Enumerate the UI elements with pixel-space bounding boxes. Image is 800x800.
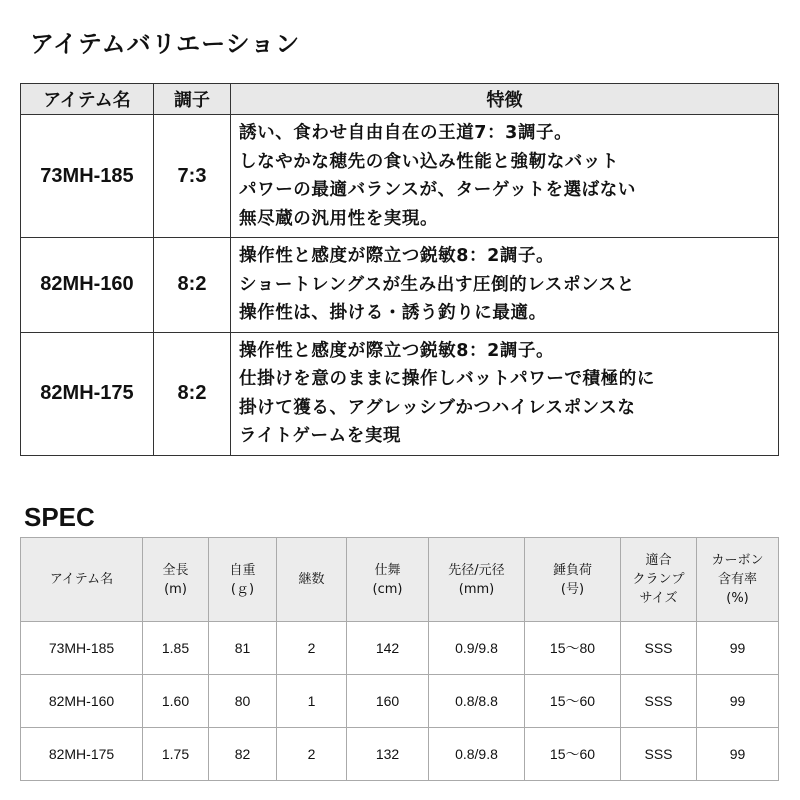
features-cell <box>231 115 779 238</box>
spec-cell: SSS <box>621 675 697 728</box>
spec-cell: 160 <box>347 675 429 728</box>
spec-cell: 2 <box>277 622 347 675</box>
item-name-cell: 82MH-175 <box>21 332 154 455</box>
spec-cell: 1.60 <box>143 675 209 728</box>
spec-cell: SSS <box>621 728 697 781</box>
header-tone: 調子 <box>154 84 231 115</box>
spec-cell: 82MH-160 <box>21 675 143 728</box>
header-features: 特徴 <box>231 84 779 115</box>
spec-header-row <box>21 538 779 622</box>
item-name-cell: 82MH-160 <box>21 238 154 333</box>
spec-cell: 0.8/8.8 <box>429 675 525 728</box>
spec-header-clamp-size: 適合 クランプ サイズ <box>621 538 697 622</box>
feature-line: 誘い、食わせ自由自在の王道7：3調子。 <box>239 123 573 143</box>
feature-line: 掛けて獲る、アグレッシブかつハイレスポンスな <box>239 397 636 418</box>
spec-cell: 99 <box>697 622 779 675</box>
spec-cell: 142 <box>347 622 429 675</box>
feature-line: パワーの最適バランスが、ターゲットを選ばない <box>239 180 636 200</box>
spec-header-sinker-load: 錘負荷 (号) <box>525 538 621 622</box>
spec-cell: 0.9/9.8 <box>429 622 525 675</box>
spec-cell: 0.8/9.8 <box>429 728 525 781</box>
tone-cell: 8:2 <box>154 332 231 455</box>
spec-title: SPEC <box>24 502 95 532</box>
spec-cell: 81 <box>209 622 277 675</box>
spec-header-pieces: 継数 <box>277 538 347 622</box>
spec-row <box>21 622 779 675</box>
spec-cell: 82 <box>209 728 277 781</box>
spec-header-carbon-content: カーボン 含有率 (%) <box>697 538 779 622</box>
spec-cell: 1 <box>277 675 347 728</box>
spec-table <box>20 537 779 781</box>
feature-line: ショートレングスが生み出す圧倒的レスポンスと <box>239 274 635 295</box>
feature-line: 操作性と感度が際立つ鋭敏8：2調子。 <box>239 340 555 361</box>
spec-cell: 15〜60 <box>525 728 621 781</box>
spec-row <box>21 728 779 781</box>
spec-cell: 73MH-185 <box>21 622 143 675</box>
variation-row <box>21 332 779 455</box>
spec-cell: SSS <box>621 622 697 675</box>
spec-cell: 2 <box>277 728 347 781</box>
spec-header-item-name: アイテム名 <box>21 538 143 622</box>
spec-cell: 1.85 <box>143 622 209 675</box>
feature-line: 仕掛けを意のままに操作しバットパワーで積極的に <box>239 369 655 389</box>
variation-table <box>20 83 779 456</box>
features-cell <box>231 332 779 455</box>
feature-line: しなやかな穂先の食い込み性能と強靭なバット <box>239 151 620 172</box>
spec-header-tip-butt-diameter: 先径/元径 (mm) <box>429 538 525 622</box>
item-name-cell: 73MH-185 <box>21 115 154 238</box>
feature-line: 無尽蔵の汎用性を実現。 <box>239 208 439 229</box>
tone-cell: 8:2 <box>154 238 231 333</box>
feature-line: 操作性と感度が際立つ鋭敏8：2調子。 <box>239 246 555 266</box>
variation-row <box>21 115 779 238</box>
spec-cell: 132 <box>347 728 429 781</box>
feature-line: ライトゲームを実現 <box>239 426 402 446</box>
spec-cell: 15〜60 <box>525 675 621 728</box>
spec-cell: 1.75 <box>143 728 209 781</box>
spec-cell: 15〜80 <box>525 622 621 675</box>
spec-header-closed-length: 仕舞 (cm) <box>347 538 429 622</box>
spec-cell: 80 <box>209 675 277 728</box>
variation-row <box>21 238 779 333</box>
spec-header-length: 全長 (m) <box>143 538 209 622</box>
features-cell <box>231 238 779 333</box>
spec-cell: 82MH-175 <box>21 728 143 781</box>
variation-title: アイテムバリエーション <box>30 30 301 58</box>
header-item-name: アイテム名 <box>21 84 154 115</box>
spec-cell: 99 <box>697 675 779 728</box>
tone-cell: 7:3 <box>154 115 231 238</box>
spec-header-weight: 自重 (ｇ) <box>209 538 277 622</box>
spec-row <box>21 675 779 728</box>
spec-cell: 99 <box>697 728 779 781</box>
feature-line: 操作性は、掛ける・誘う釣りに最適。 <box>239 303 547 323</box>
variation-header-row <box>21 84 779 115</box>
